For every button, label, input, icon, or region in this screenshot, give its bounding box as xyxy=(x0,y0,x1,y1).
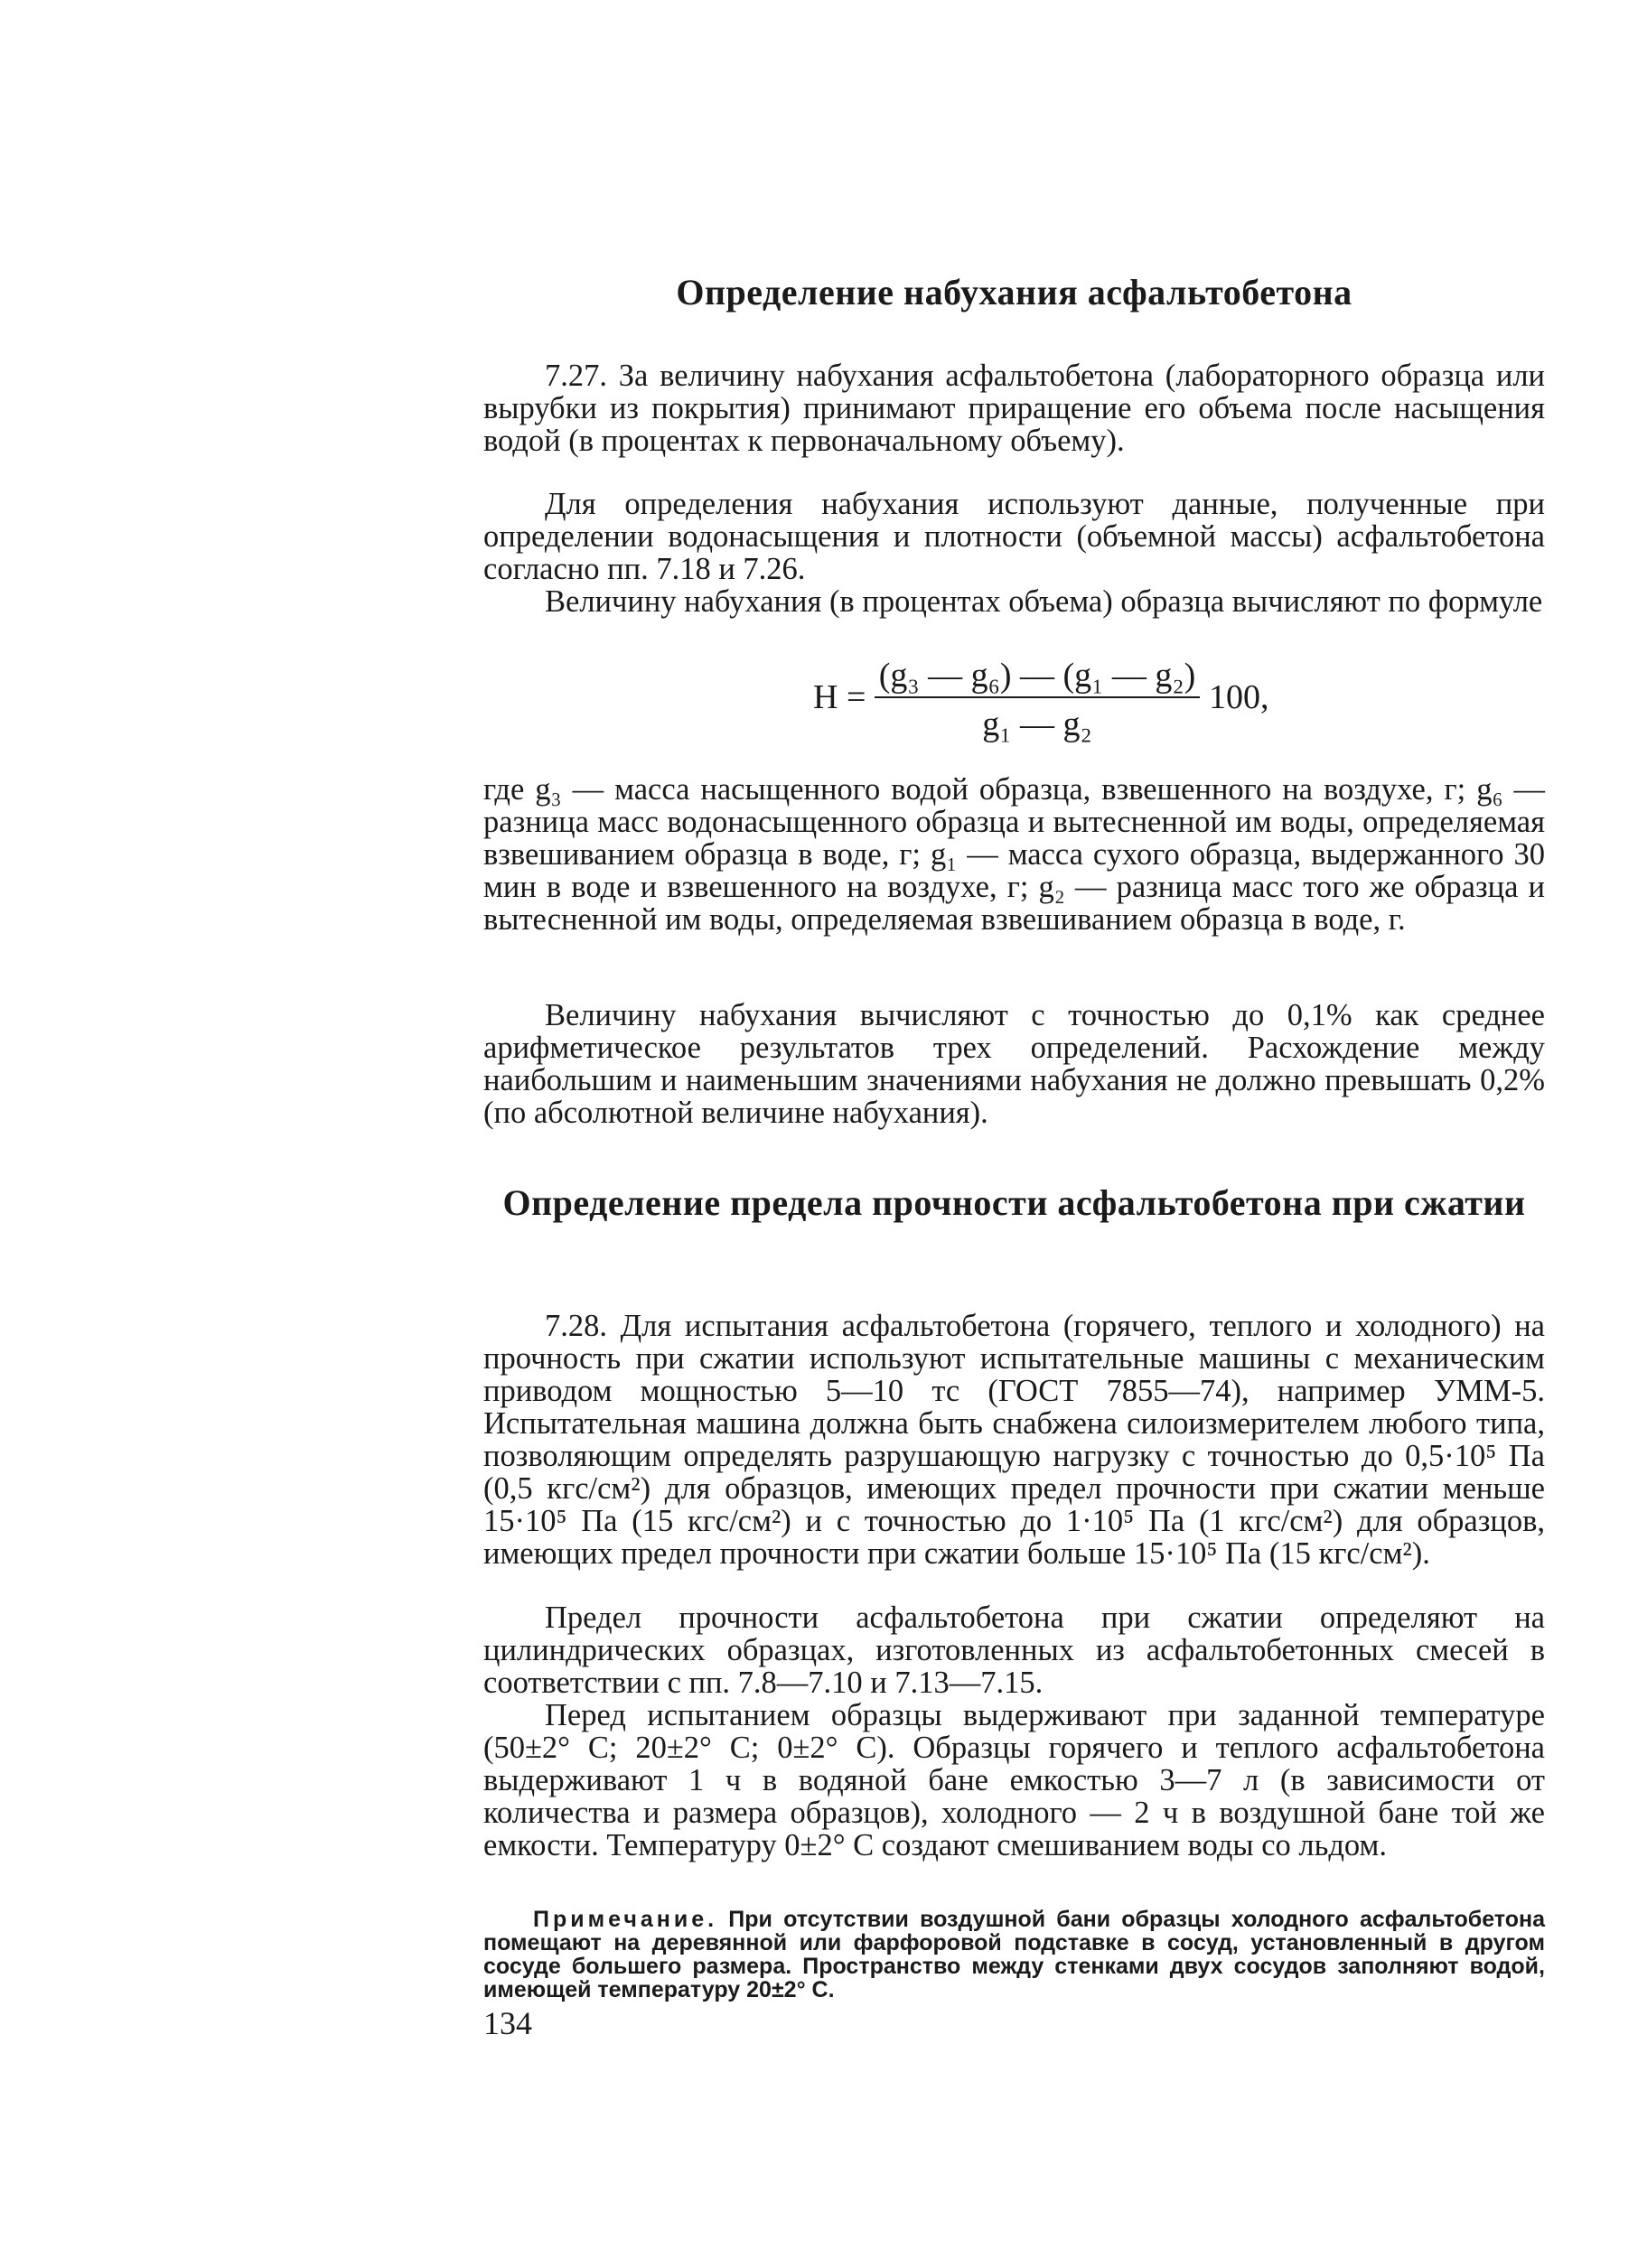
paragraph-cylinder-samples: Предел прочности асфальтобетона при сжатии определяют на цилиндрических образцах, изготовленных из асфальтобетонных смесей в соответствии с пп. 7.8—7.10 и 7.13—7.15. xyxy=(483,1601,1545,1700)
swelling-formula xyxy=(813,652,1283,751)
note-text: При отсутствии воздушной бани образцы холодного асфальтобетона помещают на деревянной или фарфоровой подставке в сосуд, установленный в другом сосуде большего размера. Пространство между стенками двух сосудов заполняют водой, имеющей температуру 20±2° С. xyxy=(483,1907,1545,2002)
formula-lhs: H = xyxy=(813,678,866,716)
paragraph-swelling-data: Для определения набухания используют данные, полученные при определении водонасыщения и плотности (объемной массы) асфальтобетона согласно пп. 7.18 и 7.26. xyxy=(483,487,1545,586)
note-label: Примечание. xyxy=(533,1907,718,1932)
note xyxy=(483,1908,1545,2002)
page-number: 134 xyxy=(483,2005,532,2041)
formula-factor: 100, xyxy=(1209,678,1269,716)
paragraph-temperature: Перед испытанием образцы выдерживают при заданной температуре (50±2° С; 20±2° С; 0±2° С). Образцы горячего и теплого асфальтобетона выдерживают 1 ч в водяной бане емкостью 3—7 л (в зависимости от количества и размера образцов), холодного — 2 ч в воздушной бане той же емкости. Температуру 0±2° С создают смешиванием воды со льдом. xyxy=(483,1698,1545,1862)
section-title-swelling: Определение набухания асфальтобетона xyxy=(676,272,1353,313)
paragraph-accuracy: Величину набухания вычисляют с точностью до 0,1% как среднее арифметическое результатов трех определений. Расхождение между наибольшим и наименьшим значениями набухания не должно превышать 0,2% (по абсолютной величине набухания). xyxy=(483,998,1545,1130)
formula-numerator: (g₃ — g₆) — (g₁ — g₂) xyxy=(878,657,1196,695)
paragraph-variable-definitions: где g₃ — масса насыщенного водой образца, взвешенного на воздухе, г; g₆ — разница масс водонасыщенного образца и вытесненной им воды, определяемая взвешиванием образца в воде, г; g₁ — масса сухого образца, выдержанного 30 мин в воде и взвешенного на воздухе, г; g₂ — разница масс того же образца и вытесненной им воды, определяемая взвешиванием образца в воде, г. xyxy=(483,772,1545,937)
formula-denominator: g₁ — g₂ xyxy=(982,705,1092,743)
paragraph-7-27: 7.27. За величину набухания асфальтобетона (лабораторного образца или вырубки из покрытия) принимают приращение его объема после насыщения водой (в процентах к первоначальному объему). xyxy=(483,359,1545,458)
paragraph-formula-intro: Величину набухания (в процентах объема) образца вычисляют по формуле xyxy=(545,584,1543,619)
section-title-compression: Определение предела прочности асфальтобетона при сжатии xyxy=(502,1182,1526,1223)
paragraph-7-28: 7.28. Для испытания асфальтобетона (горячего, теплого и холодного) на прочность при сжатии используют испытательные машины с механическим приводом мощностью 5—10 тс (ГОСТ 7855—74), например УММ-5. Испытательная машина должна быть снабжена силоизмерителем любого типа, позволяющим определять разрушающую нагрузку с точностью до 0,5·10⁵ Па (0,5 кгс/см²) для образцов, имеющих предел прочности при сжатии меньше 15·10⁵ Па (15 кгс/см²) и с точностью до 1·10⁵ Па (1 кгс/см²) для образцов, имеющих предел прочности при сжатии больше 15·10⁵ Па (15 кгс/см²). xyxy=(483,1309,1545,1571)
